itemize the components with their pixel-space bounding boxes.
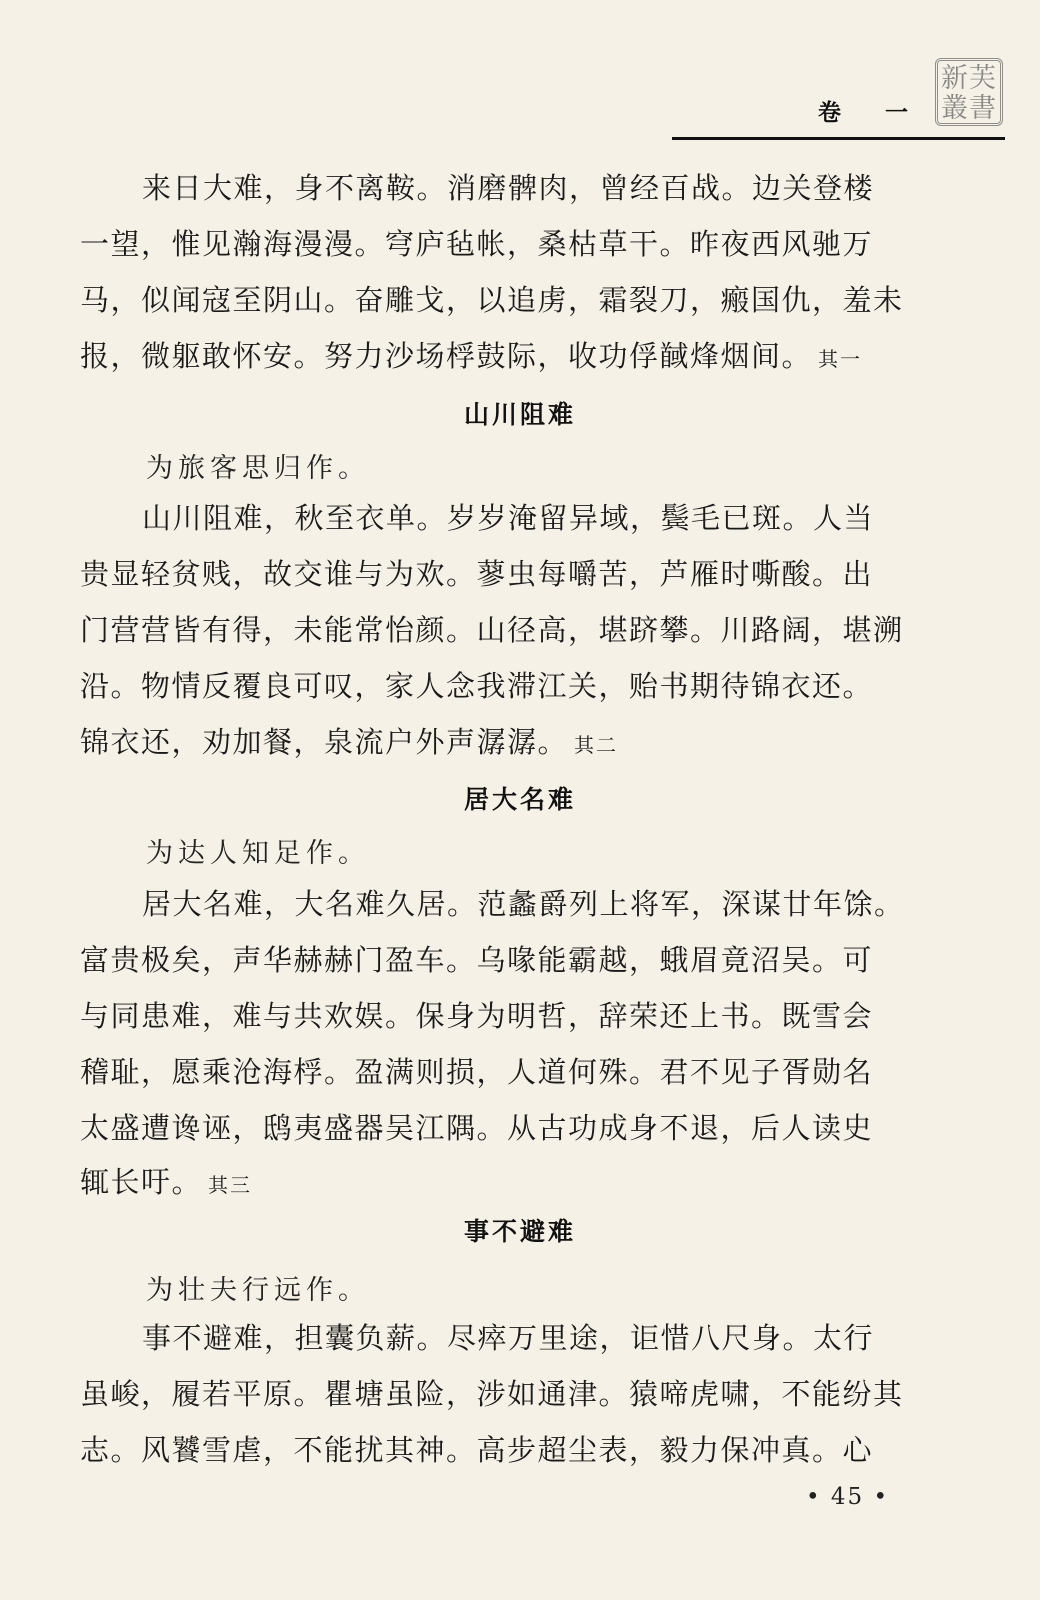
poem-number-note: 其二 bbox=[574, 733, 619, 757]
text-line: 贵显轻贫贱，故交谁与为欢。蓼虫每嚼苦，芦雁时嘶酸。出 bbox=[80, 557, 874, 591]
text-line-content: 锦衣还，劝加餐，泉流户外声潺潺。 bbox=[80, 725, 569, 759]
scan-margin bbox=[1040, 0, 1057, 1600]
poem-number-note: 其三 bbox=[208, 1173, 253, 1197]
text-line: 事不避难，担囊负薪。尽瘁万里途，讵惜八尺身。太行 bbox=[142, 1321, 875, 1355]
text-line-content: 辄长吁。 bbox=[80, 1165, 203, 1199]
running-head-volume: 卷 一 bbox=[818, 100, 927, 126]
poem-number-note: 其一 bbox=[818, 347, 863, 371]
poem-title: 事不避难 bbox=[463, 1217, 576, 1246]
library-seal-stamp bbox=[935, 58, 1003, 126]
poem-preface: 为旅客思归作。 bbox=[146, 453, 370, 484]
text-line: 沿。物情反覆良可叹，家人念我滞江关，贻书期待锦衣还。 bbox=[80, 669, 874, 703]
poem-preface: 为达人知足作。 bbox=[146, 838, 370, 869]
text-line: 志。风饕雪虐，不能扰其神。高步超尘表，毅力保冲真。心 bbox=[80, 1433, 874, 1467]
text-line: 与同患难，难与共欢娱。保身为明哲，辞荣还上书。既雪会 bbox=[80, 999, 874, 1033]
text-line bbox=[80, 338, 862, 377]
text-line: 门营营皆有得，未能常怡颜。山径高，堪跻攀。川路阔，堪溯 bbox=[80, 613, 904, 647]
header-rule bbox=[672, 137, 1005, 140]
text-line-content: 报，微躯敢怀安。努力沙场桴鼓际，收功俘馘烽烟间。 bbox=[80, 339, 813, 373]
poem-title: 居大名难 bbox=[463, 785, 576, 814]
seal-line-2: 叢書 bbox=[941, 93, 997, 124]
text-line: 富贵极矣，声华赫赫门盈车。乌喙能霸越，蛾眉竟沼吴。可 bbox=[80, 943, 874, 977]
text-line: 虽峻，履若平原。瞿塘虽险，涉如通津。猿啼虎啸，不能纷其 bbox=[80, 1377, 904, 1411]
text-line: 一望，惟见瀚海漫漫。穹庐毡帐，桑枯草干。昨夜西风驰万 bbox=[80, 227, 874, 261]
seal-line-1: 新芙 bbox=[941, 63, 997, 94]
text-line bbox=[80, 724, 618, 763]
text-line: 稽耻，愿乘沧海桴。盈满则损，人道何殊。君不见子胥勋名 bbox=[80, 1055, 874, 1089]
text-line: 马，似闻寇至阴山。奋雕戈，以追虏，霜裂刀，瘢国仇，羞未 bbox=[80, 283, 904, 317]
poem-title: 山川阻难 bbox=[463, 400, 576, 429]
text-line bbox=[80, 1164, 252, 1203]
text-line: 居大名难，大名难久居。范蠡爵列上将军，深谋廿年馀。 bbox=[142, 887, 905, 921]
text-line: 山川阻难，秋至衣单。岁岁淹留异域，鬓毛已斑。人当 bbox=[142, 501, 875, 535]
poem-preface: 为壮夫行远作。 bbox=[146, 1275, 370, 1306]
text-line: 太盛遭谗诬，鸱夷盛器吴江隅。从古功成身不退，后人读史 bbox=[80, 1111, 874, 1145]
page-number: • 45 • bbox=[806, 1484, 890, 1510]
text-line: 来日大难，身不离鞍。消磨髀肉，曾经百战。边关登楼 bbox=[142, 171, 875, 205]
